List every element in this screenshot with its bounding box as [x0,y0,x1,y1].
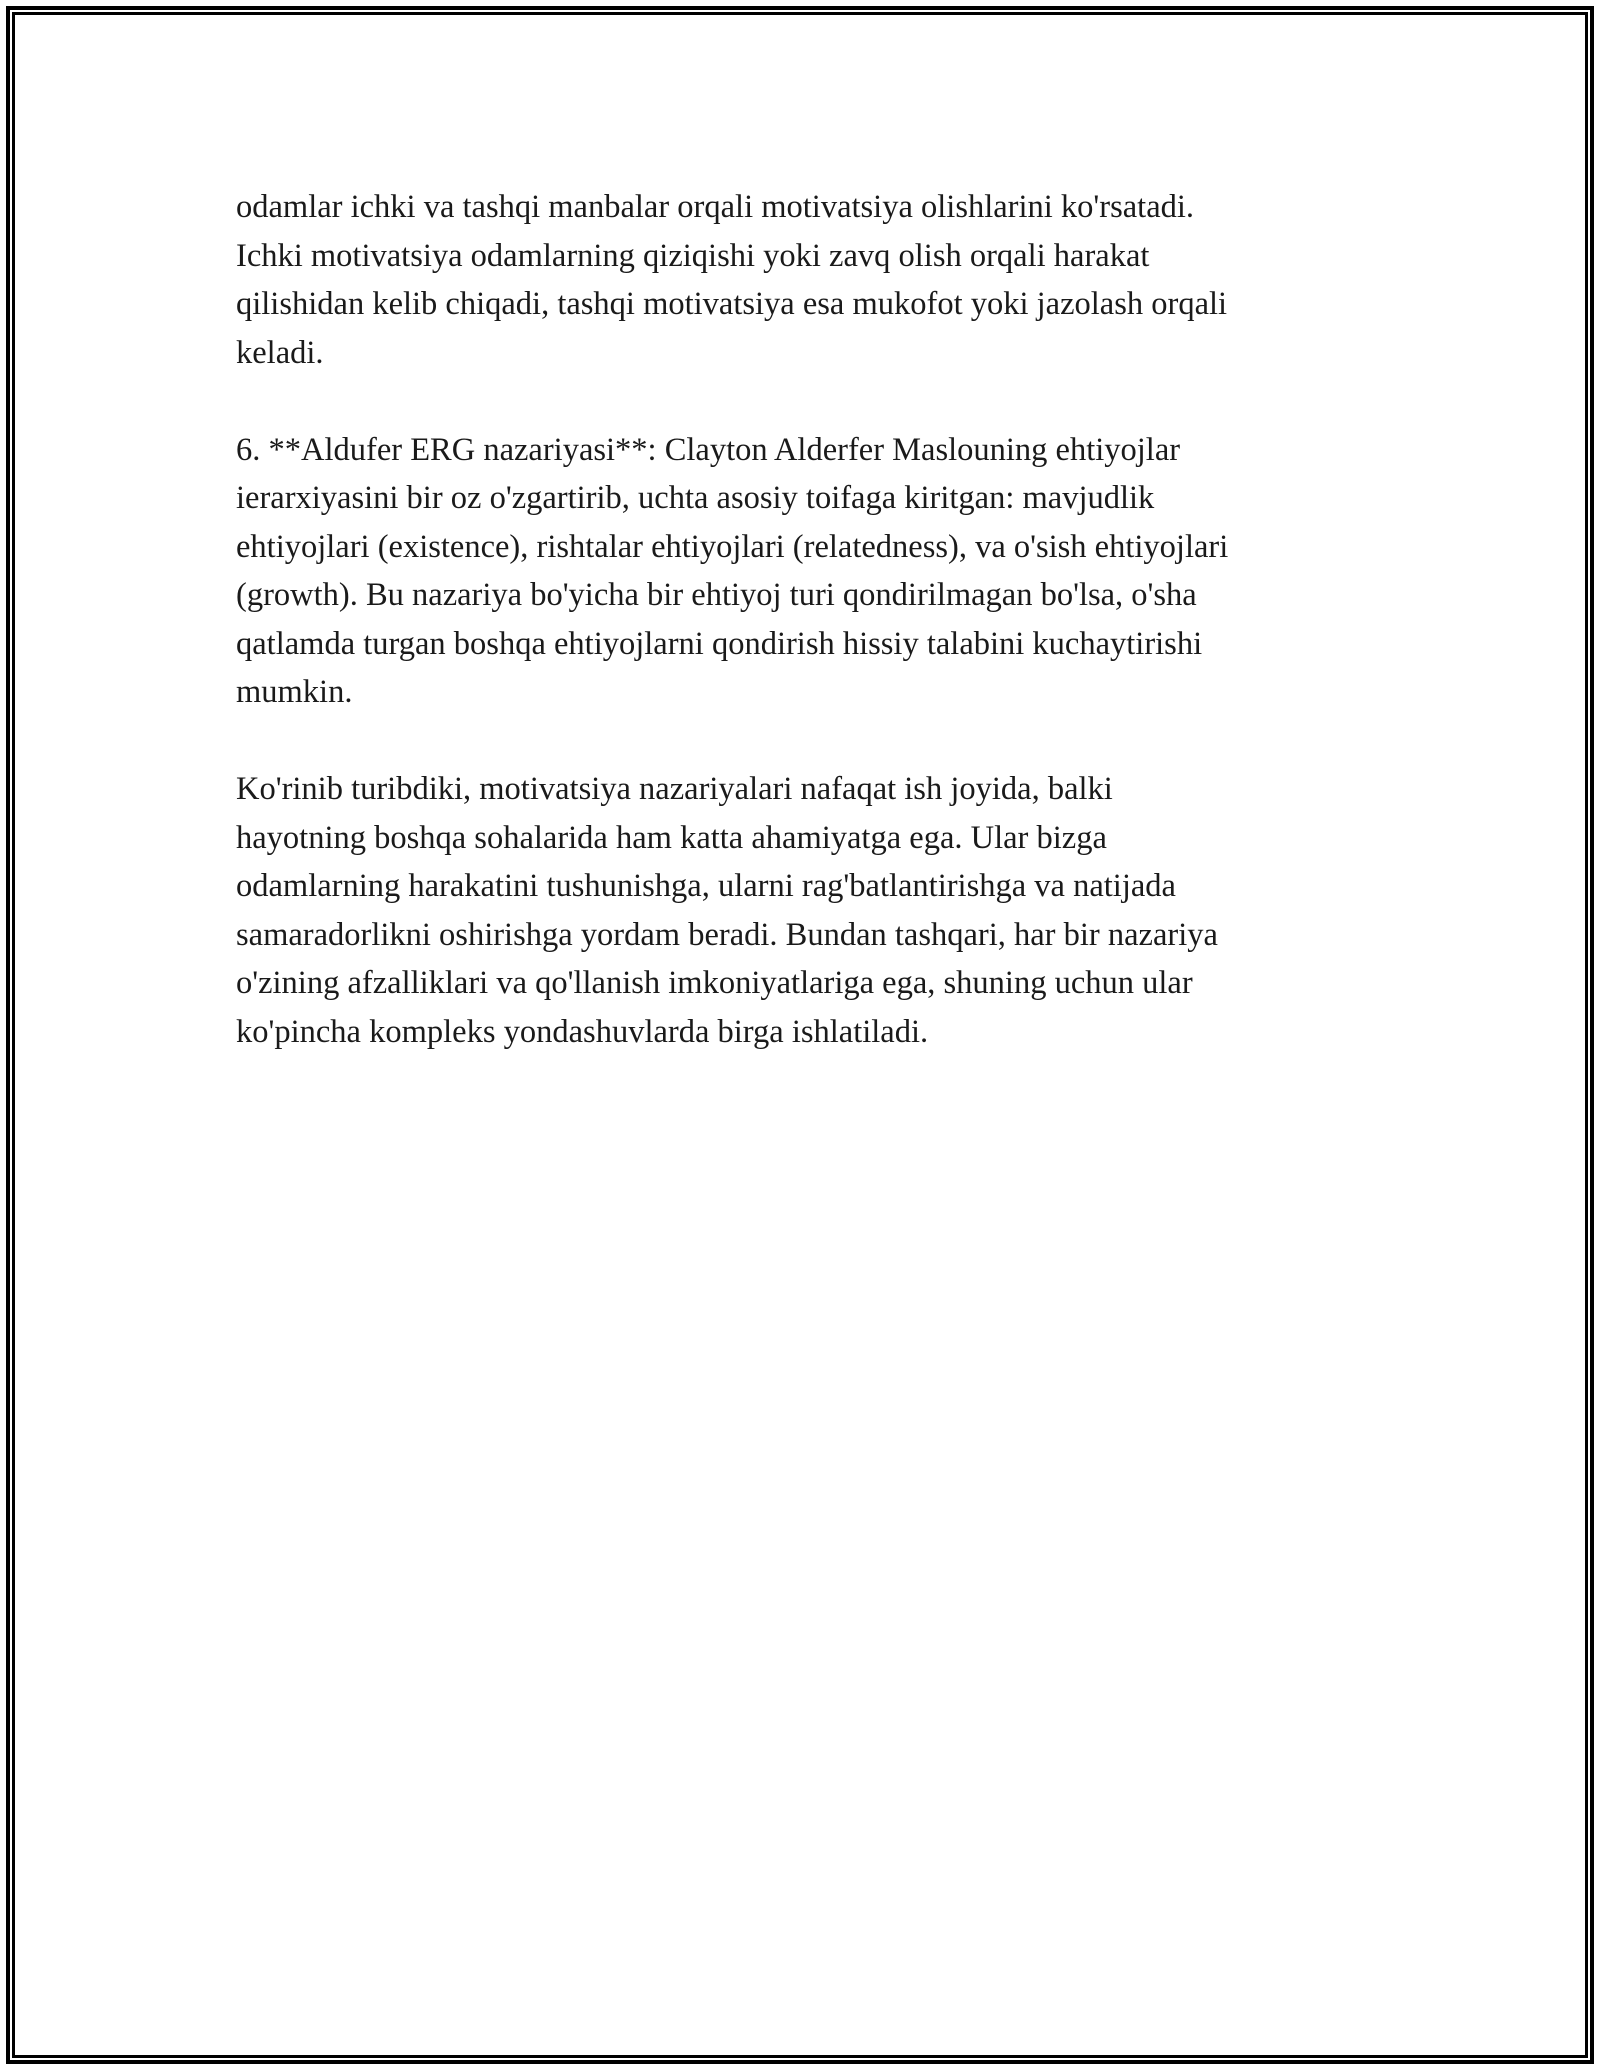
text-line: odamlarning harakatini tushunishga, ularni rag'batlantirishga va natijada [236,868,1176,904]
text-line: ierarxiyasini bir oz o'zgartirib, uchta asosiy toifaga kiritgan: mavjudlik [236,480,1155,516]
text-line: qatlamda turgan boshqa ehtiyojlarni qondirish hissiy talabini kuchaytirishi [236,625,1203,662]
paragraph-motivation-sources [236,183,1366,377]
text-line: hayotning boshqa sohalarida ham katta ahamiyatga ega. Ular bizga [236,819,1107,856]
text-line: Ko'rinib turibdiki, motivatsiya nazariyalari nafaqat ish joyida, balki [236,771,1113,807]
document-body [236,183,1366,1105]
text-line: qilishidan kelib chiqadi, tashqi motivatsiya esa mukofot yoki jazolash orqali [236,286,1228,322]
text-line: o'zining afzalliklari va qo'llanish imkoniyatlariga ega, shuning uchun ular [236,965,1193,1001]
text-line: samaradorlikni oshirishga yordam beradi. Bundan tashqari, har bir nazariya [236,916,1218,953]
paragraph-conclusion [236,765,1366,1056]
text-line: mumkin. [236,674,353,710]
text-line: (growth). Bu nazariya bo'yicha bir ehtiyoj turi qondirilmagan bo'lsa, o'sha [236,577,1197,613]
text-line: ehtiyojlari (existence), rishtalar ehtiyojlari (relatedness), va o'sish ehtiyojlari [236,528,1229,565]
text-line: odamlar ichki va tashqi manbalar orqali motivatsiya olishlarini ko'rsatadi. [236,189,1195,225]
paragraph-erg-theory [236,426,1366,717]
text-line: ko'pincha kompleks yondashuvlarda birga ishlatiladi. [236,1013,929,1050]
text-line: keladi. [236,334,324,371]
text-line: 6. **Aldufer ERG nazariyasi**: Clayton Alderfer Maslouning ehtiyojlar [236,431,1181,468]
text-line: Ichki motivatsiya odamlarning qiziqishi yoki zavq olish orqali harakat [236,237,1150,274]
